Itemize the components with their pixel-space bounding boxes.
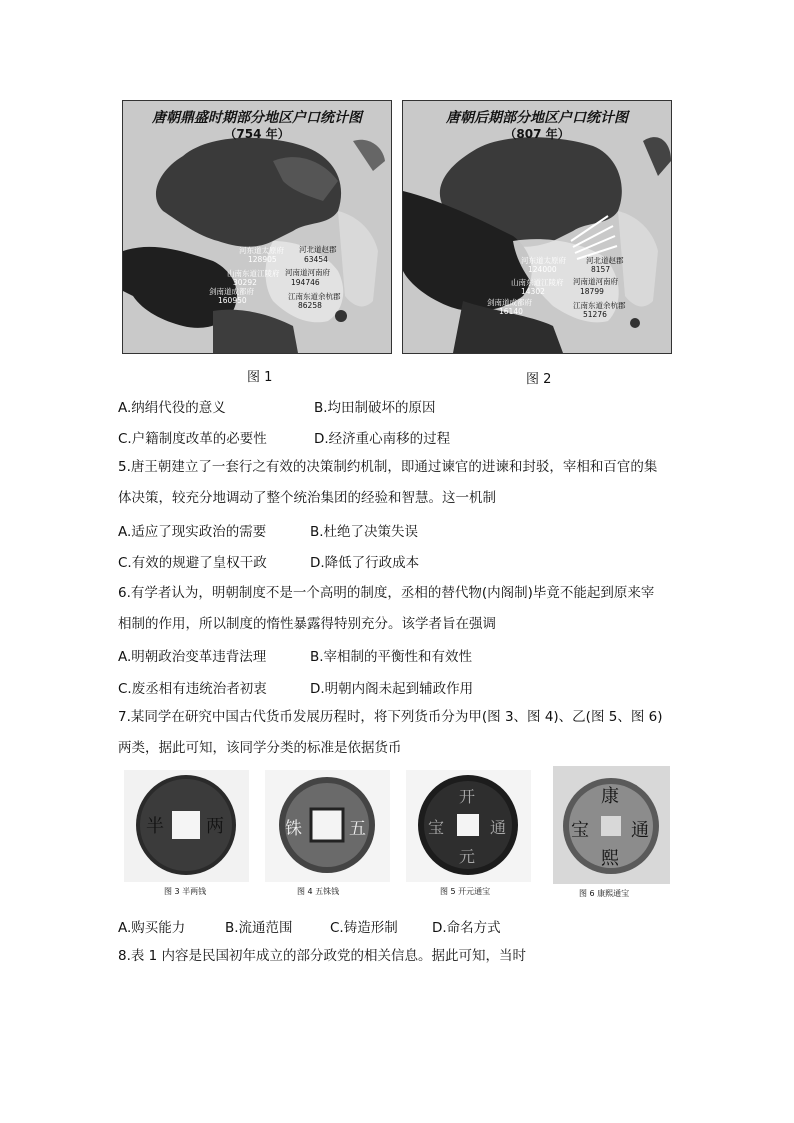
coin-3-graphic	[124, 770, 249, 898]
coin-figure-5	[406, 770, 531, 898]
map-1-label: 山南东道江陵府	[227, 269, 280, 278]
coin-5-char: 宝	[428, 818, 445, 837]
map-figure-2	[402, 100, 672, 354]
map-figure-1	[122, 100, 392, 354]
coin-4-graphic	[265, 770, 390, 898]
q6-stem-line-2: 相制的作用，所以制度的惰性暴露得特别充分。该学者旨在强调	[118, 616, 496, 632]
coin-figure-4	[265, 770, 390, 898]
coin-5-char: 通	[490, 818, 507, 837]
q6-option-d[interactable]: D.明朝内阁未起到辅政作用	[310, 681, 474, 697]
map-2-label: 河东道太原府	[521, 256, 566, 265]
coin-figure-6	[553, 766, 670, 898]
coin-3-char: 半	[146, 816, 164, 837]
map-2-label: 剑南道成都府	[487, 298, 532, 307]
figure-2-caption: 图 2	[526, 372, 552, 387]
q5-option-b[interactable]: B.杜绝了决策失误	[310, 524, 419, 540]
map-1-label: 63454	[304, 255, 328, 264]
figure-1-caption: 图 1	[247, 370, 273, 385]
coin-5-char: 元	[459, 847, 476, 866]
q7-option-d[interactable]: D.命名方式	[432, 920, 501, 936]
q6-option-c[interactable]: C.废丞相有违统治者初衷	[118, 681, 267, 697]
map-1-label: 128905	[248, 255, 277, 264]
map-2-label: 河北道赵郡	[586, 256, 624, 265]
map-1-label: 河北道赵郡	[299, 245, 337, 254]
map-1-label: 河南道河南府	[285, 268, 330, 277]
map-1-label: 河东道太原府	[239, 246, 284, 255]
q7-stem-line-2: 两类，据此可知，该同学分类的标准是依据货币	[118, 740, 402, 756]
map-1-label: 剑南道成都府	[209, 287, 254, 296]
coin-4-char: 铢	[285, 819, 302, 839]
q4-option-c[interactable]: C.户籍制度改革的必要性	[118, 431, 267, 447]
coin-figure-3	[124, 770, 249, 898]
map-2-label: 14302	[521, 287, 545, 296]
map-2-label: 124000	[528, 265, 557, 274]
map-2-label: 河南道河南府	[573, 277, 618, 286]
coin-6-char: 康	[601, 786, 619, 807]
map-1-label: 160950	[218, 296, 247, 305]
map-2-label: 51276	[583, 310, 607, 319]
coin-5-char: 开	[459, 787, 476, 806]
map-2-label: 江南东道余杭郡	[573, 301, 626, 310]
coin-5-caption: 图 5 开元通宝	[440, 887, 491, 896]
map-2-year: （807 年）	[504, 127, 570, 141]
coin-4-caption: 图 4 五铢钱	[297, 887, 340, 896]
map-1-label: 江南东道余杭郡	[288, 292, 341, 301]
coin-3-caption: 图 3 半两钱	[164, 887, 207, 896]
coin-6-caption: 图 6 康熙通宝	[579, 889, 630, 898]
q6-option-a[interactable]: A.明朝政治变革违背法理	[118, 649, 267, 665]
q5-stem-line-2: 体决策，较充分地调动了整个统治集团的经验和智慧。这一机制	[118, 490, 496, 506]
map-1-title: 唐朝鼎盛时期部分地区户口统计图	[152, 110, 362, 126]
coin-6-char: 通	[631, 820, 649, 841]
q5-option-c[interactable]: C.有效的规避了皇权干政	[118, 555, 267, 571]
coin-3-char: 两	[206, 816, 224, 837]
q5-stem-line-1: 5.唐王朝建立了一套行之有效的决策制约机制，即通过谏官的进谏和封驳，宰相和百官的集	[118, 459, 658, 475]
map-2-label: 18799	[580, 287, 604, 296]
q4-option-a[interactable]: A.纳绢代役的意义	[118, 400, 226, 416]
coin-6-char: 熙	[601, 848, 619, 869]
q6-option-b[interactable]: B.宰相制的平衡性和有效性	[310, 649, 473, 665]
map-1-year: （754 年）	[224, 127, 290, 141]
map-2-label: 8157	[591, 265, 611, 274]
q7-option-c[interactable]: C.铸造形制	[330, 920, 398, 936]
q5-option-a[interactable]: A.适应了现实政治的需要	[118, 524, 267, 540]
map-1-label: 30292	[233, 278, 257, 287]
q4-option-d[interactable]: D.经济重心南移的过程	[314, 431, 451, 447]
q7-stem-line-1: 7.某同学在研究中国古代货币发展历程时，将下列货币分为甲(图 3、图 4)、乙(图 5、图 6)	[118, 709, 663, 725]
map-2-title: 唐朝后期部分地区户口统计图	[446, 110, 628, 126]
q8-stem: 8.表 1 内容是民国初年成立的部分政党的相关信息。据此可知，当时	[118, 948, 527, 964]
map-2-label: 16140	[499, 307, 523, 316]
coin-6-char: 宝	[571, 820, 589, 841]
q6-stem-line-1: 6.有学者认为，明朝制度不是一个高明的制度，丞相的替代物(内阁制)毕竟不能起到原来宰	[118, 585, 655, 601]
map-2-label: 山南东道江陵府	[511, 278, 564, 287]
map-1-label: 86258	[298, 301, 322, 310]
q7-option-b[interactable]: B.流通范围	[225, 920, 293, 936]
q7-option-a[interactable]: A.购买能力	[118, 920, 186, 936]
coin-4-char: 五	[349, 819, 366, 839]
map-1-label: 194746	[291, 278, 320, 287]
q5-option-d[interactable]: D.降低了行政成本	[310, 555, 420, 571]
q4-option-b[interactable]: B.均田制破坏的原因	[314, 400, 436, 416]
